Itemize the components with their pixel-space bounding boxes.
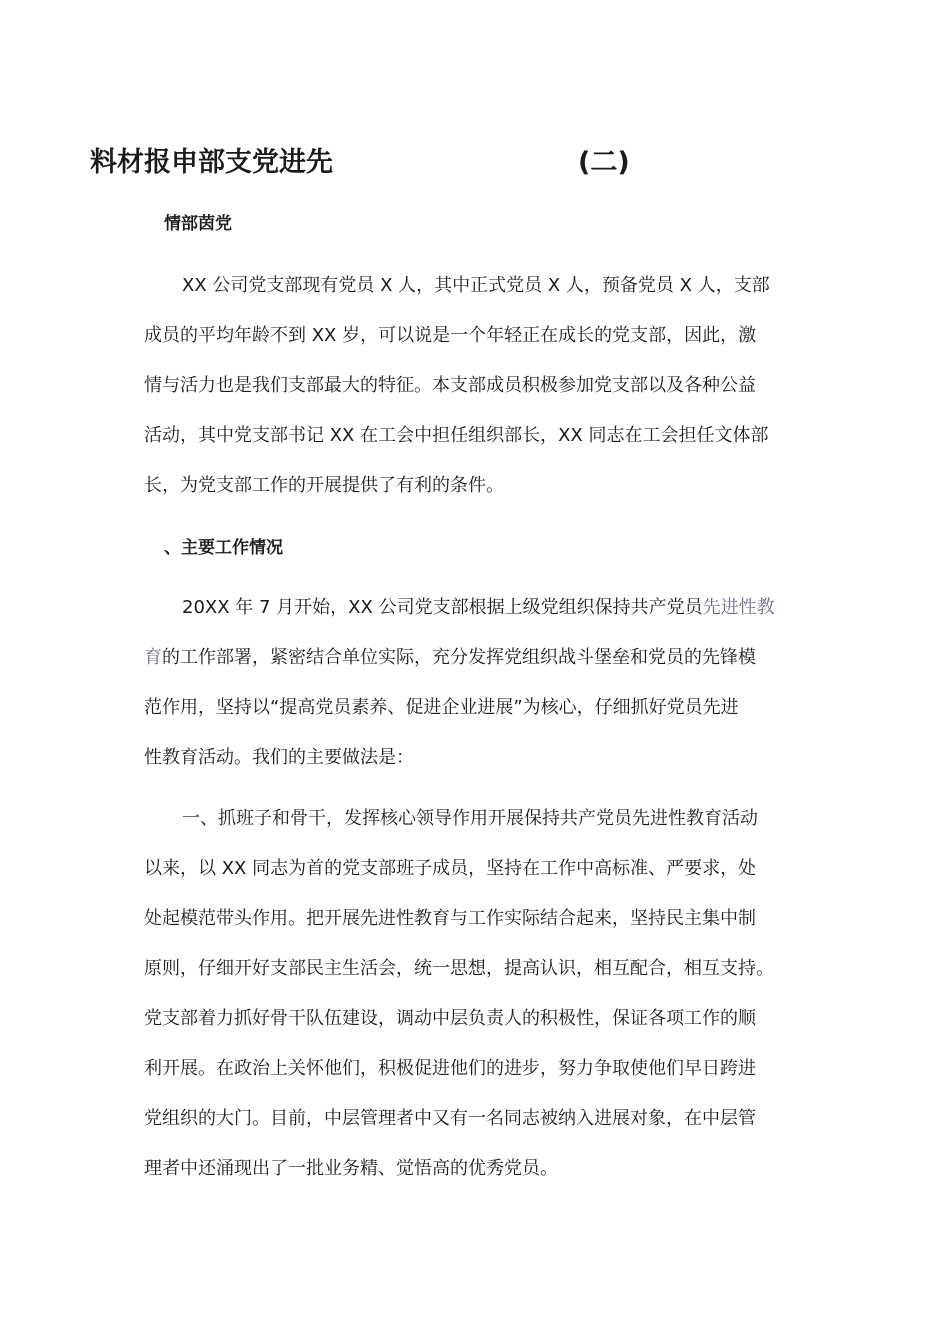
paragraph-line: 一、抓班子和骨干，发挥核心领导作用开展保持共产党员先进性教育活动: [182, 808, 758, 829]
paragraph-line: 党组织的大门。目前，中层管理者中又有一名同志被纳入进展对象，在中层管: [144, 1108, 756, 1129]
paragraph-branch-overview: [144, 261, 814, 511]
paragraph-line: 范作用，坚持以“提高党员素养、促进企业进展”为核心，仔细抓好党员先进: [144, 697, 739, 718]
section-heading-party-branch: 情部茵党: [164, 214, 232, 234]
paragraph-text: 的工作部署，紧密结合单位实际，充分发挥党组织战斗堡垒和党员的先锋模: [162, 647, 756, 668]
hyperlink-text[interactable]: 育: [144, 647, 162, 668]
paragraph-line: 以来，以 XX 同志为首的党支部班子成员，坚持在工作中高标准、严要求，处: [144, 858, 757, 879]
section-heading-main-work: 、主要工作情况: [164, 538, 283, 558]
document-title: 料材报申部支党进先: [90, 147, 333, 178]
paragraph-line: 理者中还涌现出了一批业务精、觉悟高的优秀党员。: [144, 1158, 558, 1179]
document-title-suffix: (二): [578, 147, 630, 178]
paragraph-work-start: [144, 583, 814, 783]
paragraph-line: [144, 583, 814, 633]
paragraph-line: XX 公司党支部现有党员 X 人，其中正式党员 X 人，预备党员 X 人，支部: [182, 275, 770, 296]
paragraph-line: 处起模范带头作用。把开展先进性教育与工作实际结合起来，坚持民主集中制: [144, 908, 756, 929]
paragraph-line: 成员的平均年龄不到 XX 岁，可以说是一个年轻正在成长的党支部，因此，激: [144, 325, 757, 346]
hyperlink-text[interactable]: 先进性教: [702, 597, 775, 618]
paragraph-leadership: [144, 794, 814, 1194]
paragraph-line: 活动，其中党支部书记 XX 在工会中担任组织部长，XX 同志在工会担任文体部: [144, 425, 769, 446]
paragraph-line: 利开展。在政治上关怀他们，积极促进他们的进步，努力争取使他们早日跨进: [144, 1058, 756, 1079]
paragraph-text: 20XX 年 7 月开始，XX 公司党支部根据上级党组织保持共产党员: [182, 597, 703, 618]
paragraph-line: 性教育活动。我们的主要做法是：: [144, 747, 414, 768]
paragraph-line: 原则，仔细开好支部民主生活会，统一思想，提高认识，相互配合，相互支持。: [144, 958, 774, 979]
paragraph-line: 长，为党支部工作的开展提供了有利的条件。: [144, 475, 504, 496]
paragraph-line: 党支部着力抓好骨干队伍建设，调动中层负责人的积极性，保证各项工作的顺: [144, 1008, 756, 1029]
paragraph-line: 情与活力也是我们支部最大的特征。本支部成员积极参加党支部以及各种公益: [144, 375, 756, 396]
paragraph-line: [144, 633, 814, 683]
